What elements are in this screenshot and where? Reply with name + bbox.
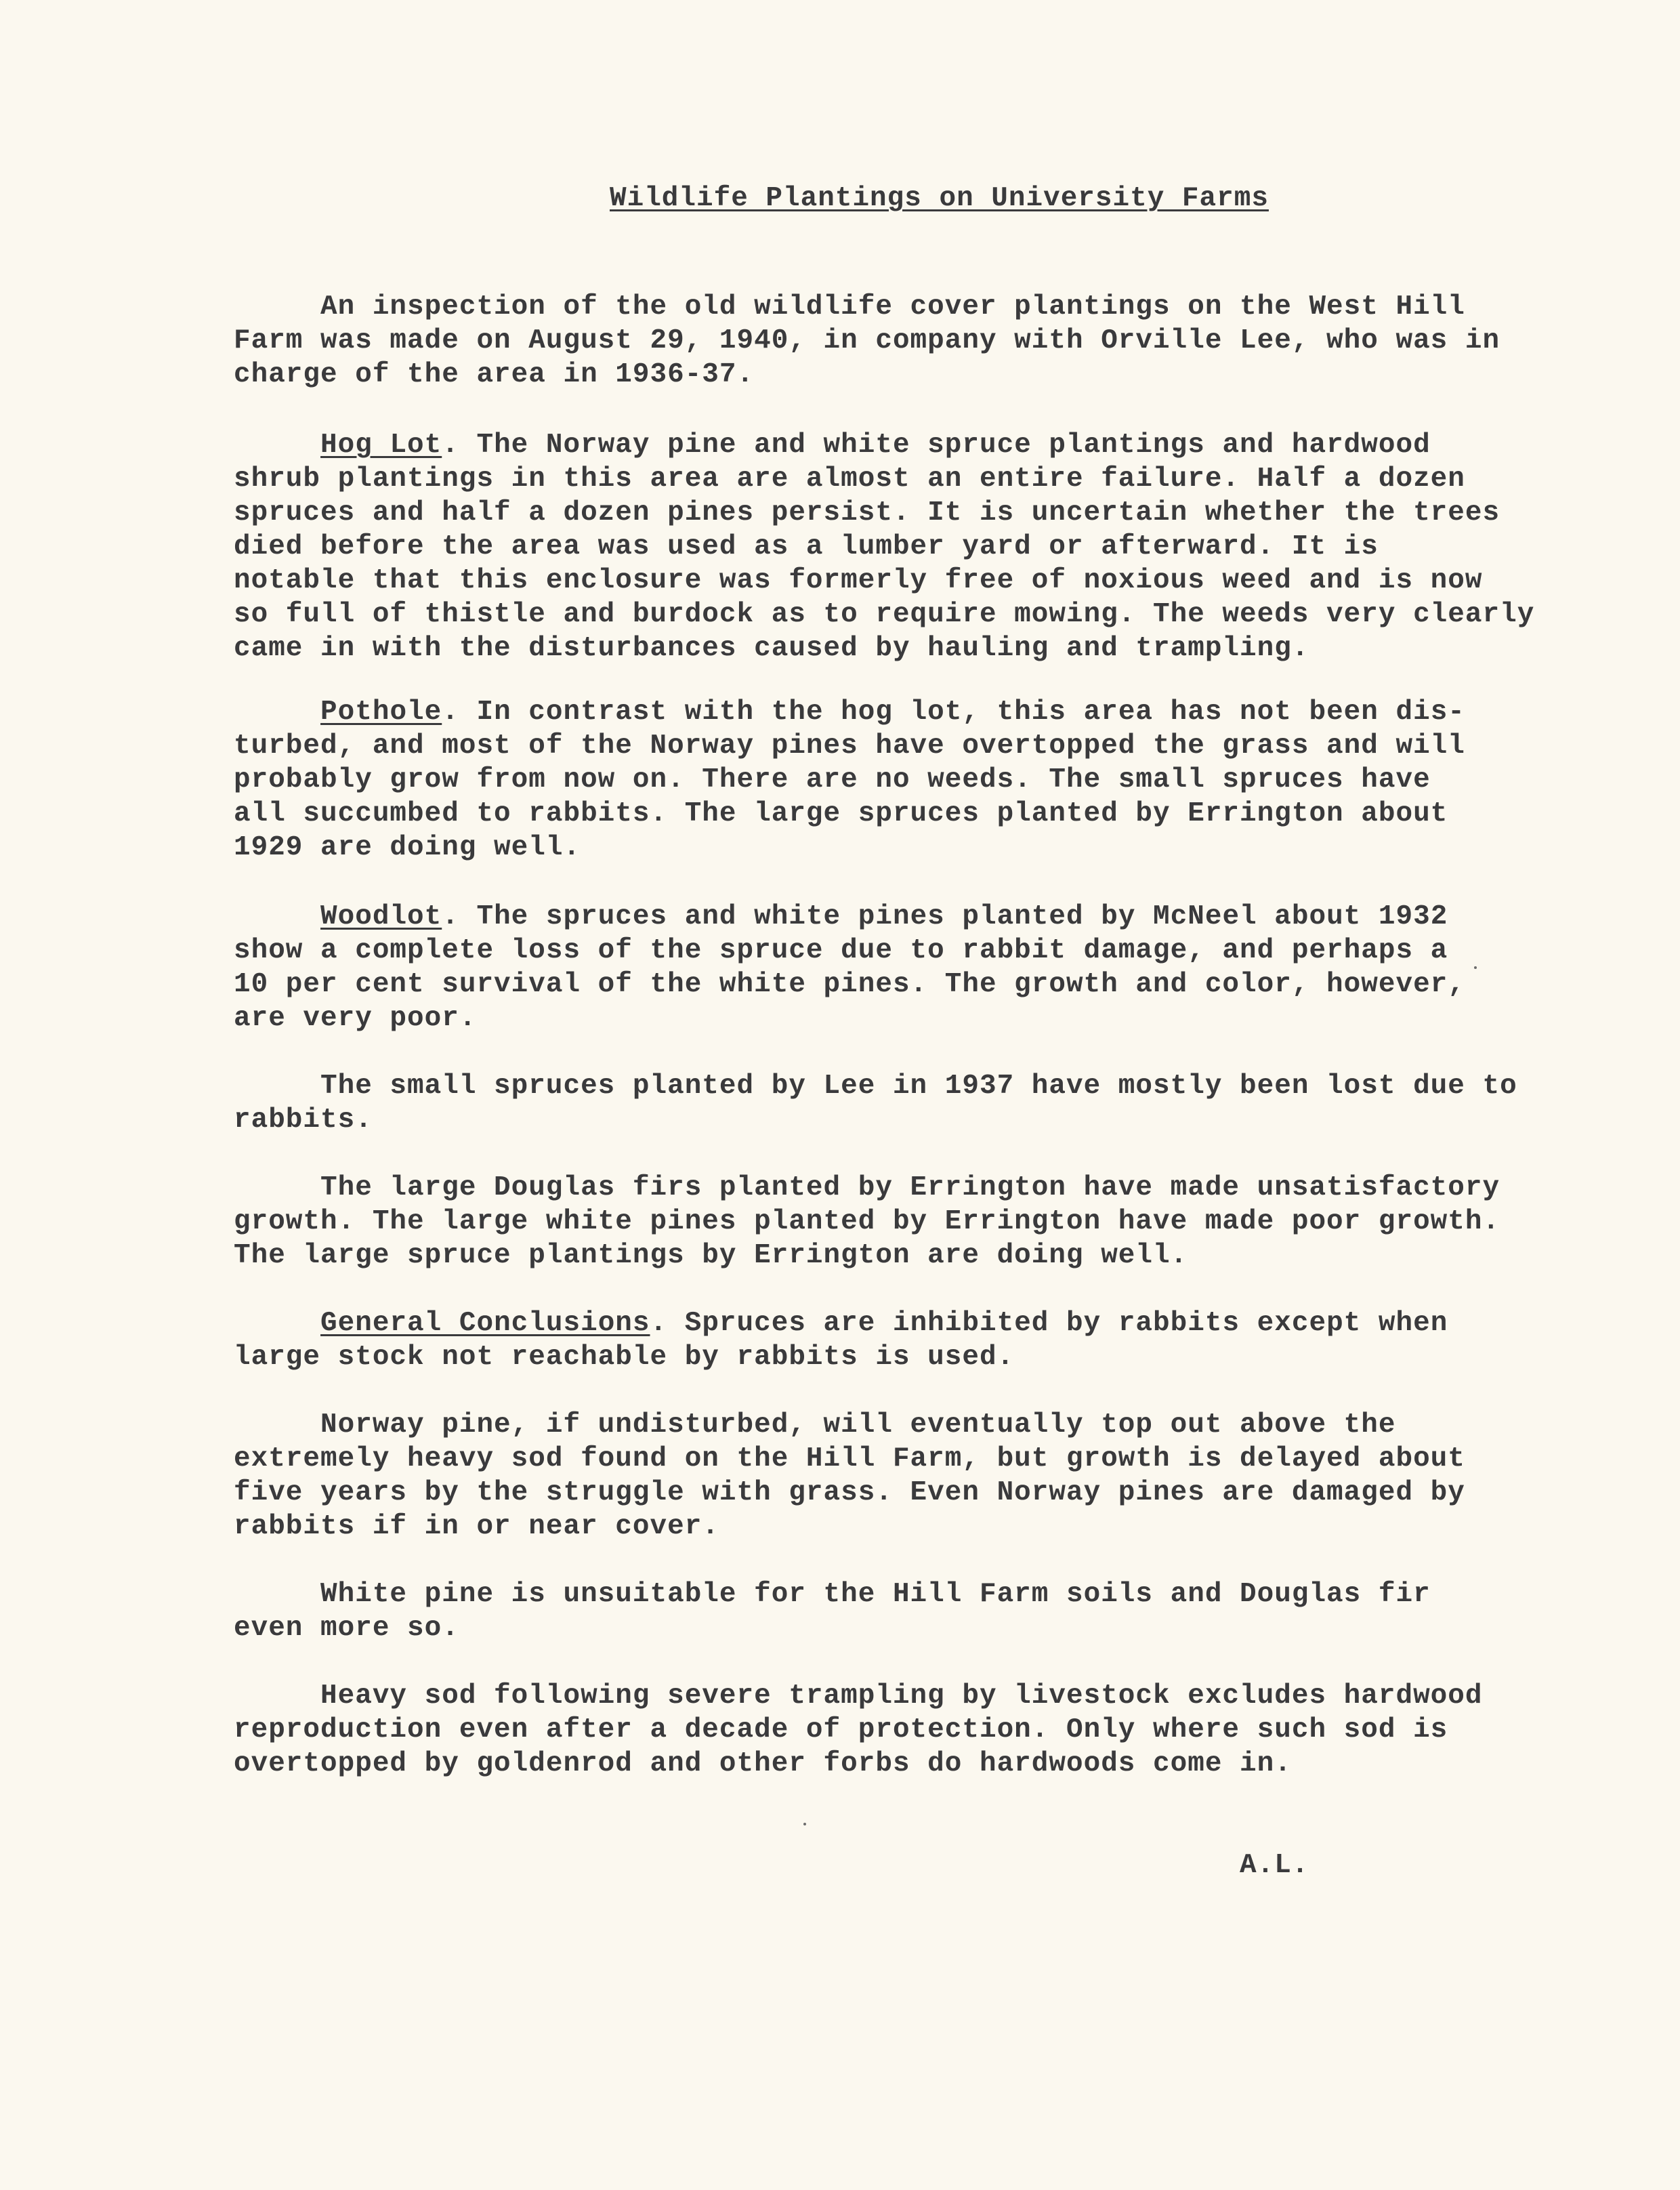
paragraph-line: The small spruces planted by Lee in 1937 have mostly been lost due to [234, 1071, 1517, 1102]
section-heading-hog-lot: Hog Lot [320, 430, 442, 461]
paragraph-norway-pine [234, 1408, 1465, 1544]
paragraph-line: Heavy sod following severe trampling by livestock excludes hardwood [234, 1680, 1483, 1712]
paragraph-line: The large spruce plantings by Errington are doing well. [234, 1240, 1188, 1271]
paragraph-line: Norway pine, if undisturbed, will eventually top out above the [234, 1409, 1396, 1441]
paragraph-line: turbed, and most of the Norway pines have overtopped the grass and will [234, 730, 1465, 762]
paragraph-line: spruces and half a dozen pines persist. It is uncertain whether the trees [234, 497, 1500, 529]
paragraph-line: so full of thistle and burdock as to require mowing. The weeds very clearly [234, 599, 1535, 630]
paragraph-line: . The spruces and white pines planted by McNeel about 1932 [442, 901, 1448, 932]
paragraph-line: show a complete loss of the spruce due to rabbit damage, and perhaps a [234, 935, 1448, 966]
paragraph-line: White pine is unsuitable for the Hill Farm soils and Douglas fir [234, 1579, 1431, 1610]
paragraph-line: even more so. [234, 1613, 459, 1644]
paragraph-douglas-firs [234, 1171, 1500, 1273]
page-title: Wildlife Plantings on University Farms [610, 183, 1269, 214]
paragraph-line: rabbits if in or near cover. [234, 1511, 719, 1542]
paragraph-heavy-sod [234, 1679, 1483, 1781]
paragraph-intro [234, 290, 1500, 392]
paragraph-line: large stock not reachable by rabbits is used. [234, 1342, 1015, 1373]
paragraph-small-spruces [234, 1069, 1517, 1137]
paragraph-line: 1929 are doing well. [234, 832, 581, 863]
paragraph-line: came in with the disturbances caused by hauling and trampling. [234, 633, 1309, 664]
paragraph-line: notable that this enclosure was formerly free of noxious weed and is now [234, 565, 1483, 596]
paragraph-line: The large Douglas firs planted by Errington have made unsatisfactory [234, 1172, 1500, 1203]
paragraph-line: . Spruces are inhibited by rabbits except when [650, 1308, 1448, 1339]
paragraph-line: An inspection of the old wildlife cover plantings on the West Hill [234, 291, 1465, 323]
section-heading-woodlot: Woodlot [320, 901, 442, 932]
paragraph-line: five years by the struggle with grass. Even Norway pines are damaged by [234, 1477, 1465, 1508]
paragraph-line: rabbits. [234, 1104, 373, 1136]
paper-speck [803, 1823, 806, 1825]
paragraph-line: . In contrast with the hog lot, this area has not been dis- [442, 697, 1465, 728]
section-heading-pothole: Pothole [320, 697, 442, 728]
paragraph-pothole [234, 695, 1465, 865]
paragraph-line: 10 per cent survival of the white pines. The growth and color, however, [234, 969, 1465, 1000]
paragraph-line: charge of the area in 1936-37. [234, 359, 755, 390]
paragraph-woodlot [234, 900, 1465, 1035]
paragraph-line: are very poor. [234, 1003, 477, 1034]
paragraph-line: died before the area was used as a lumber yard or afterward. It is [234, 531, 1379, 562]
paragraph-line: Farm was made on August 29, 1940, in company with Orville Lee, who was in [234, 325, 1500, 356]
paragraph-line: all succumbed to rabbits. The large spruces planted by Errington about [234, 798, 1448, 829]
paragraph-line: extremely heavy sod found on the Hill Farm, but growth is delayed about [234, 1443, 1465, 1474]
paragraph-line: probably grow from now on. There are no weeds. The small spruces have [234, 764, 1431, 796]
paragraph-line: growth. The large white pines planted by Errington have made poor growth. [234, 1206, 1500, 1237]
paragraph-hog-lot [234, 428, 1534, 665]
paragraph-line: overtopped by goldenrod and other forbs do hardwoods come in. [234, 1748, 1292, 1779]
signature-initials: A.L. [1240, 1850, 1309, 1881]
paragraph-general-conclusions [234, 1306, 1448, 1374]
paragraph-line: . The Norway pine and white spruce plantings and hardwood [442, 430, 1431, 461]
paragraph-line: shrub plantings in this area are almost an entire failure. Half a dozen [234, 463, 1465, 495]
paragraph-line: reproduction even after a decade of protection. Only where such sod is [234, 1714, 1448, 1745]
paragraph-white-pine [234, 1577, 1431, 1645]
section-heading-general-conclusions: General Conclusions [320, 1308, 650, 1339]
paper-speck [1474, 966, 1477, 969]
